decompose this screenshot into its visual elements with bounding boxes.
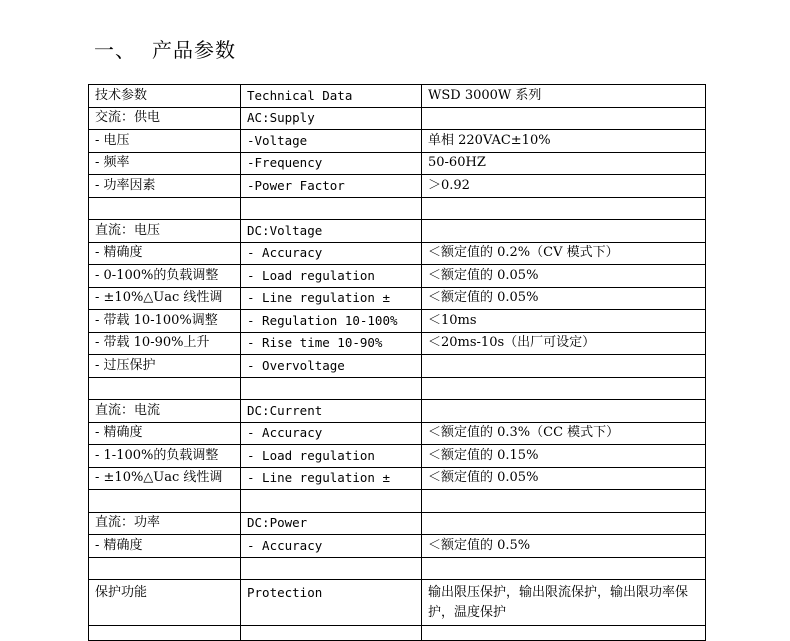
- value-cell: [422, 197, 706, 220]
- table-row: [89, 535, 706, 558]
- value-cell: ＜额定值的 0.2%（CV 模式下）: [422, 242, 706, 265]
- section-title: 产品参数: [152, 38, 236, 62]
- technical-data-cell: AC:Supply: [241, 107, 422, 130]
- param-name-cell: 交流：供电: [89, 107, 241, 130]
- param-name-cell: - 电压: [89, 130, 241, 153]
- table-row: [89, 242, 706, 265]
- technical-data-cell: - Accuracy: [241, 535, 422, 558]
- table-row: [89, 287, 706, 310]
- param-name-cell: - 0-100%的负载调整: [89, 265, 241, 288]
- param-name-cell: - 过压保护: [89, 355, 241, 378]
- table-row: [89, 265, 706, 288]
- value-cell: [422, 107, 706, 130]
- value-cell: ＜额定值的 0.5%: [422, 535, 706, 558]
- table-row: [89, 580, 706, 626]
- table-row: [89, 355, 706, 378]
- value-cell: ＜额定值的 0.05%: [422, 287, 706, 310]
- table-row: [89, 400, 706, 423]
- technical-data-cell: - Line regulation ±: [241, 467, 422, 490]
- technical-data-cell: [241, 377, 422, 400]
- value-cell: WSD 3000W 系列: [422, 85, 706, 108]
- technical-data-cell: [241, 490, 422, 513]
- table-row: [89, 512, 706, 535]
- value-cell: ＜额定值的 0.05%: [422, 467, 706, 490]
- value-cell: ＜额定值的 0.05%: [422, 265, 706, 288]
- technical-data-cell: DC:Voltage: [241, 220, 422, 243]
- technical-data-cell: - Load regulation: [241, 445, 422, 468]
- table-row: [89, 220, 706, 243]
- spec-table: [88, 84, 706, 641]
- technical-data-cell: - Accuracy: [241, 422, 422, 445]
- value-cell: [422, 400, 706, 423]
- table-row: [89, 152, 706, 175]
- table-row: [89, 377, 706, 400]
- value-cell: [422, 355, 706, 378]
- table-row: [89, 197, 706, 220]
- param-name-cell: - ±10%△Uac 线性调: [89, 287, 241, 310]
- technical-data-cell: [241, 557, 422, 580]
- technical-data-cell: - Overvoltage: [241, 355, 422, 378]
- value-cell: ＜10ms: [422, 310, 706, 333]
- value-cell: ＜额定值的 0.15%: [422, 445, 706, 468]
- param-name-cell: - 带载 10-100%调整: [89, 310, 241, 333]
- value-cell: [422, 220, 706, 243]
- table-row: [89, 557, 706, 580]
- table-row: [89, 175, 706, 198]
- technical-data-cell: - Load regulation: [241, 265, 422, 288]
- table-row: [89, 490, 706, 513]
- param-name-cell: - 1-100%的负载调整: [89, 445, 241, 468]
- technical-data-cell: - Regulation 10-100%: [241, 310, 422, 333]
- param-name-cell: 直流：功率: [89, 512, 241, 535]
- value-cell: ＜额定值的 0.3%（CC 模式下）: [422, 422, 706, 445]
- value-cell: ＜20ms-10s（出厂可设定）: [422, 332, 706, 355]
- table-row: [89, 422, 706, 445]
- value-cell: ＞0.92: [422, 175, 706, 198]
- table-row: [89, 445, 706, 468]
- table-row: [89, 332, 706, 355]
- technical-data-cell: [241, 197, 422, 220]
- technical-data-cell: DC:Power: [241, 512, 422, 535]
- param-name-cell: - 精确度: [89, 242, 241, 265]
- param-name-cell: - 带载 10-90%上升: [89, 332, 241, 355]
- param-name-cell: - 频率: [89, 152, 241, 175]
- technical-data-cell: - Rise time 10-90%: [241, 332, 422, 355]
- value-cell: [422, 490, 706, 513]
- param-name-cell: - 功率因素: [89, 175, 241, 198]
- param-name-cell: - 精确度: [89, 535, 241, 558]
- table-row: [89, 85, 706, 108]
- value-cell: [422, 512, 706, 535]
- value-cell: [422, 377, 706, 400]
- table-row: [89, 626, 706, 641]
- param-name-cell: 技术参数: [89, 85, 241, 108]
- value-cell: 50-60HZ: [422, 152, 706, 175]
- param-name-cell: 保护功能: [89, 580, 241, 626]
- param-name-cell: [89, 490, 241, 513]
- param-name-cell: 直流：电压: [89, 220, 241, 243]
- param-name-cell: - ±10%△Uac 线性调: [89, 467, 241, 490]
- section-number: 一、: [94, 38, 136, 62]
- value-cell: 单相 220VAC±10%: [422, 130, 706, 153]
- technical-data-cell: -Power Factor: [241, 175, 422, 198]
- param-name-cell: [89, 377, 241, 400]
- value-cell: [422, 557, 706, 580]
- technical-data-cell: - Accuracy: [241, 242, 422, 265]
- technical-data-cell: Technical Data: [241, 85, 422, 108]
- technical-data-cell: -Voltage: [241, 130, 422, 153]
- param-name-cell: [89, 557, 241, 580]
- technical-data-cell: [241, 626, 422, 641]
- technical-data-cell: Protection: [241, 580, 422, 626]
- value-cell: [422, 626, 706, 641]
- param-name-cell: [89, 626, 241, 641]
- table-row: [89, 107, 706, 130]
- param-name-cell: [89, 197, 241, 220]
- table-row: [89, 310, 706, 333]
- technical-data-cell: DC:Current: [241, 400, 422, 423]
- technical-data-cell: -Frequency: [241, 152, 422, 175]
- table-row: [89, 130, 706, 153]
- table-row: [89, 467, 706, 490]
- section-heading: [94, 34, 236, 63]
- param-name-cell: 直流：电流: [89, 400, 241, 423]
- value-cell: 输出限压保护，输出限流保护，输出限功率保护，温度保护: [422, 580, 706, 626]
- param-name-cell: - 精确度: [89, 422, 241, 445]
- technical-data-cell: - Line regulation ±: [241, 287, 422, 310]
